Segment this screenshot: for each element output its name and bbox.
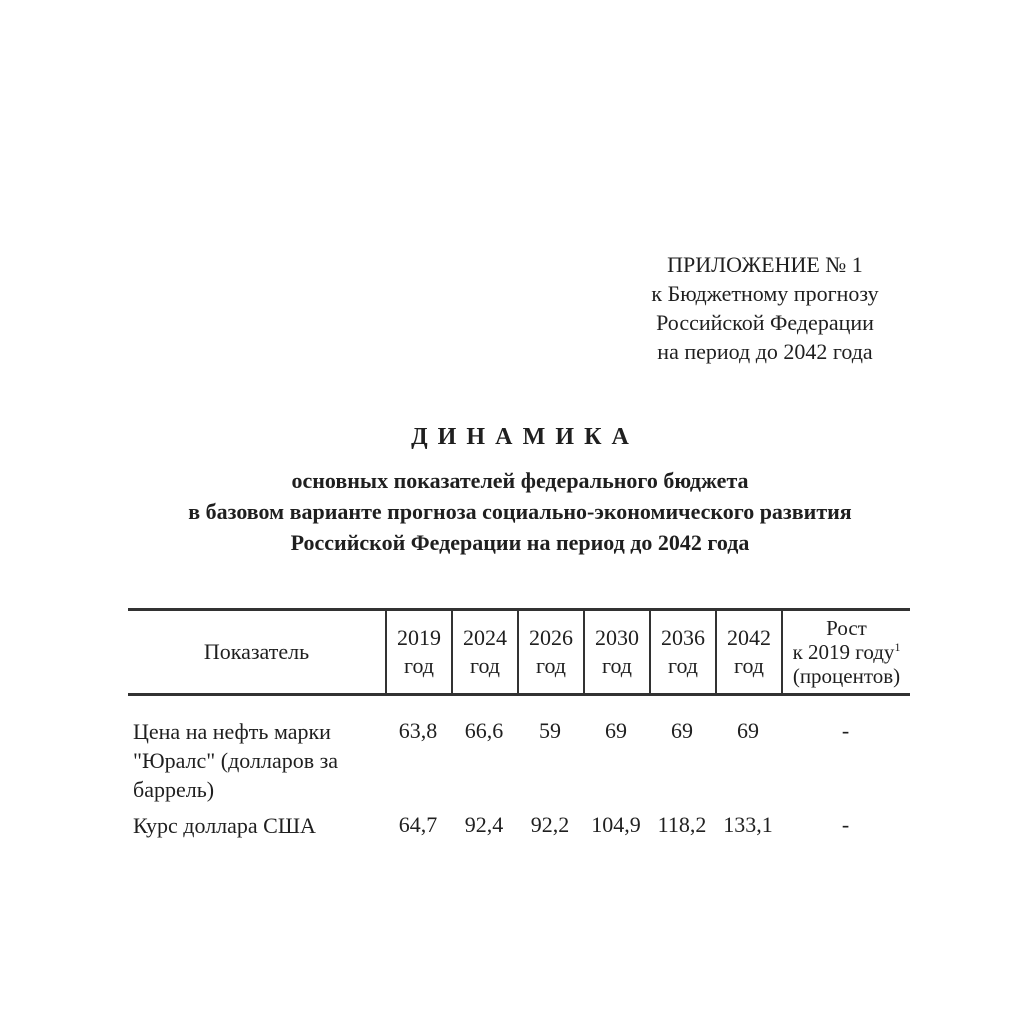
cell-growth-value: -	[841, 718, 850, 743]
cell-value: 118,2	[657, 812, 707, 837]
document-subtitle-line: Российской Федерации на период до 2042 года	[290, 530, 750, 555]
indicators-table	[128, 608, 910, 847]
cell-value: 133,1	[723, 812, 773, 837]
growth-header-line: (процентов)	[792, 664, 901, 688]
column-header-year-2030	[583, 611, 649, 693]
footnote-marker: 1	[894, 640, 901, 654]
year-value: 2019	[397, 625, 441, 650]
cell-growth-value: -	[841, 812, 850, 837]
column-header-year-2042	[715, 611, 781, 693]
cell-value: 59	[539, 718, 561, 743]
year-unit: год	[535, 653, 567, 678]
column-header-year-2036	[649, 611, 715, 693]
year-unit: год	[403, 653, 435, 678]
table-header-row	[128, 608, 910, 696]
appendix-note	[620, 250, 910, 366]
cell-value: 92,2	[530, 812, 570, 837]
cell-value: 64,7	[398, 812, 438, 837]
cell-value: 92,4	[464, 812, 504, 837]
year-value: 2030	[595, 625, 639, 650]
document-subtitle-line: основных показателей федерального бюджета	[291, 468, 749, 493]
cell-value: 69	[737, 718, 759, 743]
table-row-usd-rate	[128, 811, 910, 840]
year-unit: год	[667, 653, 699, 678]
appendix-note-line: Российской Федерации	[656, 310, 874, 335]
year-unit: год	[601, 653, 633, 678]
cell-value: 69	[605, 718, 627, 743]
row-label: Курс доллара США	[133, 813, 316, 838]
growth-header-line: Рост	[826, 616, 867, 640]
year-value: 2036	[661, 625, 705, 650]
year-value: 2042	[727, 625, 771, 650]
year-value: 2026	[529, 625, 573, 650]
year-unit: год	[733, 653, 765, 678]
document-heading: ДИНАМИКА	[411, 424, 639, 450]
appendix-note-line: к Бюджетному прогнозу	[651, 281, 879, 306]
table-row-oil-price	[128, 717, 910, 804]
column-header-indicator: Показатель	[203, 639, 310, 664]
table-body	[128, 696, 910, 840]
cell-value: 104,9	[591, 812, 641, 837]
document-title-block	[40, 424, 1000, 558]
cell-value: 63,8	[398, 718, 438, 743]
appendix-note-line: ПРИЛОЖЕНИЕ № 1	[667, 252, 863, 277]
year-unit: год	[469, 653, 501, 678]
column-header-year-2024	[451, 611, 517, 693]
year-value: 2024	[463, 625, 507, 650]
appendix-note-line: на период до 2042 года	[657, 339, 873, 364]
document-subtitle-line: в базовом варианте прогноза социально-экономического развития	[188, 499, 852, 524]
row-label: Цена на нефть марки "Юралс" (долларов за баррель)	[133, 719, 339, 802]
column-header-year-2026	[517, 611, 583, 693]
cell-value: 69	[671, 718, 693, 743]
column-header-growth	[781, 611, 910, 693]
column-header-year-2019	[385, 611, 451, 693]
growth-header-line: к 2019 году$^1$	[792, 640, 901, 664]
cell-value: 66,6	[464, 718, 504, 743]
